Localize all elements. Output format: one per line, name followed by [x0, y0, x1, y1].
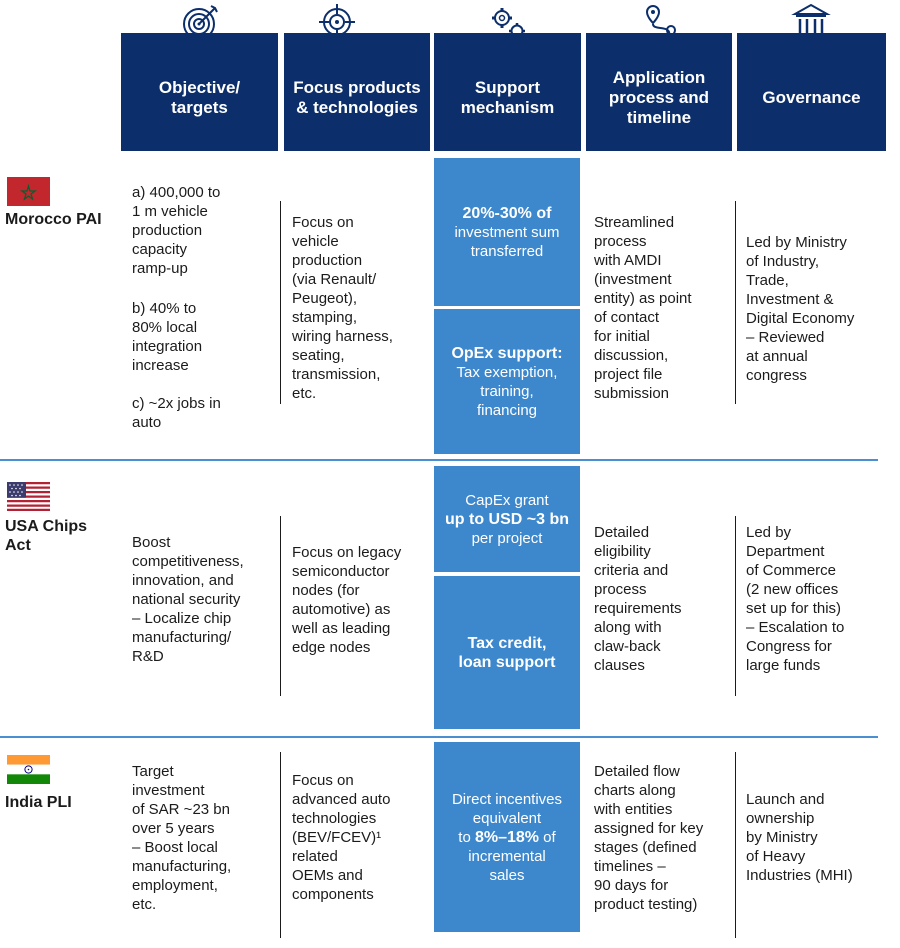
- support-prefix: CapEx grant: [465, 491, 549, 509]
- column-header-application: [586, 33, 732, 151]
- country-name: USA Chips Act: [5, 518, 88, 554]
- support-box: [434, 466, 580, 572]
- column-header-governance: [737, 33, 886, 151]
- support-mixed-line: [458, 828, 555, 847]
- column-divider: [735, 201, 736, 404]
- usa-flag-icon: [7, 482, 50, 511]
- support-text: per project: [471, 529, 543, 547]
- india-flag-icon: [7, 755, 50, 784]
- focus-text: Focus on legacy semiconductor nodes (for automotive) as well as leading edge nodes: [292, 544, 402, 656]
- application-text: Detailed flow charts along with entities assigned for key stages (defined timelines – 90 days for product testing): [594, 763, 704, 913]
- row-divider: [0, 459, 878, 461]
- column-divider: [280, 516, 281, 696]
- support-text: incremental sales: [468, 847, 546, 884]
- support-text: Tax exemption, training, financing: [456, 363, 558, 419]
- support-box: [434, 158, 580, 306]
- country-name: Morocco PAI: [5, 211, 102, 228]
- support-highlight: up to USD ~3 bn: [445, 510, 569, 528]
- support-highlight: OpEx support:: [451, 344, 563, 362]
- objective-item: Target investment of SAR ~23 bn over 5 years – Boost local manufacturing, employment, etc.: [132, 763, 232, 913]
- column-header-label: Support mechanism: [460, 78, 555, 117]
- focus-text: Focus on advanced auto technologies (BEV/FCEV)¹ related OEMs and components: [292, 772, 391, 903]
- support-highlight: Tax credit, loan support: [458, 634, 556, 671]
- country-name: India PLI: [5, 794, 72, 811]
- column-header-label: Governance: [762, 88, 861, 107]
- support-mixed-post: of: [539, 828, 556, 846]
- column-header-label: Focus products & technologies: [293, 78, 421, 117]
- column-divider: [280, 201, 281, 404]
- column-header-label: Application process and timeline: [608, 68, 710, 127]
- objective-item: a) 400,000 to 1 m vehicle production capacity ramp-up: [132, 184, 221, 277]
- support-text: investment sum transferred: [454, 223, 560, 260]
- governance-text: Led by Ministry of Industry, Trade, Investment & Digital Economy – Reviewed at annual congress: [746, 234, 855, 384]
- column-divider: [735, 516, 736, 696]
- focus-text: Focus on vehicle production (via Renault/ Peugeot), stamping, wiring harness, seating, transmission, etc.: [292, 214, 393, 402]
- column-header-label: Objective/ targets: [158, 78, 241, 117]
- support-highlight: 20%-30% of: [462, 204, 552, 222]
- governance-text: Launch and ownership by Ministry of Heavy Industries (MHI): [746, 791, 853, 884]
- column-divider: [280, 752, 281, 938]
- governance-text: Led by Department of Commerce (2 new offices set up for this) – Escalation to Congress for large funds: [746, 524, 845, 674]
- column-divider: [735, 752, 736, 938]
- morocco-flag-icon: [7, 177, 50, 206]
- support-box: [434, 309, 580, 454]
- support-prefix: Direct incentives equivalent: [451, 790, 563, 827]
- application-text: Streamlined process with AMDI (investment entity) as point of contact for initial discussion, project file submission: [594, 214, 692, 402]
- column-header-focus: [284, 33, 430, 151]
- support-box: [434, 742, 580, 932]
- column-header-support: [434, 33, 581, 151]
- objective-item: Boost competitiveness, innovation, and national security – Localize chip manufacturing/ R&D: [132, 534, 244, 665]
- row-divider: [0, 736, 878, 738]
- support-box: [434, 576, 580, 729]
- objective-item: c) ~2x jobs in auto: [132, 395, 221, 431]
- column-header-objective: [121, 33, 278, 151]
- support-mixed-pre: to: [458, 828, 475, 846]
- objective-item: b) 40% to 80% local integration increase: [132, 300, 203, 374]
- support-highlight: 8%–18%: [474, 828, 540, 846]
- application-text: Detailed eligibility criteria and process requirements along with claw-back clauses: [594, 524, 682, 674]
